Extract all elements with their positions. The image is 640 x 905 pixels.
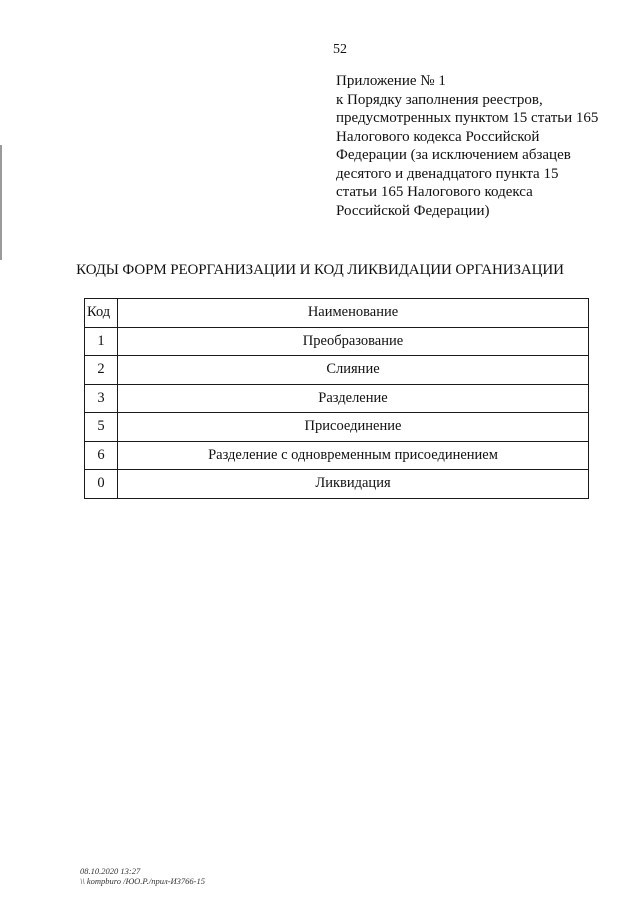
table-row xyxy=(85,356,589,385)
header-name: Наименование xyxy=(118,299,589,328)
row-name: Ликвидация xyxy=(118,470,589,499)
footer-stamp xyxy=(80,866,205,886)
row-code: 3 xyxy=(85,384,118,413)
row-name: Слияние xyxy=(118,356,589,385)
appendix-line: Российской Федерации) xyxy=(336,202,490,219)
row-name: Разделение с одновременным присоединением xyxy=(118,441,589,470)
appendix-line: статьи 165 Налогового кодекса xyxy=(336,184,533,200)
document-title: КОДЫ ФОРМ РЕОРГАНИЗАЦИИ И КОД ЛИКВИДАЦИИ ОРГАНИЗАЦИИ xyxy=(76,262,564,278)
table-row xyxy=(85,327,589,356)
appendix-line: к Порядку заполнения реестров, xyxy=(336,91,543,108)
scan-edge-mark xyxy=(0,145,2,260)
table-row xyxy=(85,470,589,499)
appendix-line: Налогового кодекса Российской xyxy=(336,128,540,145)
appendix-line: Приложение № 1 xyxy=(336,73,446,89)
page-number: 52 xyxy=(333,42,347,57)
row-code: 0 xyxy=(85,470,118,499)
appendix-line: предусмотренных пунктом 15 статьи 165 xyxy=(336,110,599,126)
table-row xyxy=(85,413,589,442)
footer-date: 08.10.2020 13:27 xyxy=(80,866,141,876)
table-row xyxy=(85,441,589,470)
row-name: Присоединение xyxy=(118,413,589,442)
footer-file-path: \\ kompburo /ЮО.Р./прил-И3766-15 xyxy=(80,876,205,886)
codes-table xyxy=(84,298,589,499)
row-name: Разделение xyxy=(118,384,589,413)
row-code: 1 xyxy=(85,327,118,356)
row-code: 5 xyxy=(85,413,118,442)
appendix-line: Федерации (за исключением абзацев xyxy=(336,147,571,163)
row-name: Преобразование xyxy=(118,327,589,356)
appendix-note xyxy=(336,72,626,220)
header-code: Код xyxy=(85,299,118,328)
table-row xyxy=(85,384,589,413)
table-header-row xyxy=(85,299,589,328)
row-code: 2 xyxy=(85,356,118,385)
appendix-line: десятого и двенадцатого пункта 15 xyxy=(336,165,559,182)
row-code: 6 xyxy=(85,441,118,470)
